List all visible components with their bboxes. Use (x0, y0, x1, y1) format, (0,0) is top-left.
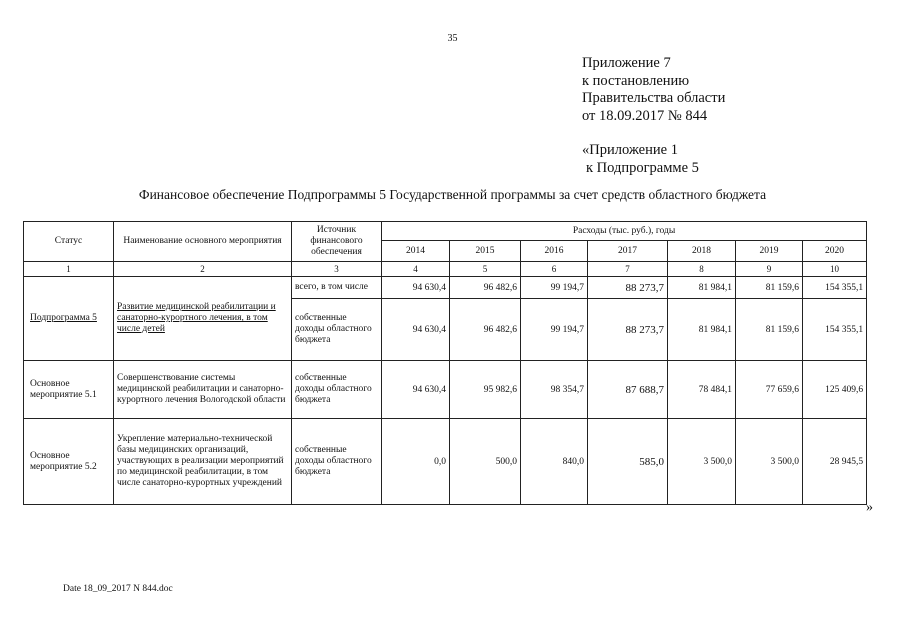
column-number: 8 (668, 262, 736, 277)
row-source: собственные доходы областного бюджета (292, 361, 382, 419)
column-number: 5 (450, 262, 521, 277)
cell-value: 94 630,4 (382, 299, 450, 361)
row-name: Укрепление материально-технической базы медицинских организаций, участвующих в реализации мероприятий по медицинской реабилитации, в том числе санаторно-курортных учреждений (114, 419, 292, 505)
row-status: Основное мероприятие 5.1 (24, 361, 114, 419)
cell-value: 3 500,0 (736, 419, 803, 505)
row-name: Совершенствование системы медицинской реабилитации и санаторно-курортного лечения Вологодской области (114, 361, 292, 419)
cell-value: 94 630,4 (382, 277, 450, 299)
row-source: собственные доходы областного бюджета (292, 419, 382, 505)
column-number: 1 (24, 262, 114, 277)
column-number: 10 (803, 262, 867, 277)
row-status: Основное мероприятие 5.2 (24, 419, 114, 505)
cell-value: 125 409,6 (803, 361, 867, 419)
column-number: 2 (114, 262, 292, 277)
column-number: 7 (588, 262, 668, 277)
footer-filename: Date 18_09_2017 N 844.doc (63, 584, 173, 594)
cell-value: 81 984,1 (668, 299, 736, 361)
cell-value: 154 355,1 (803, 277, 867, 299)
cell-value: 96 482,6 (450, 277, 521, 299)
header-source: Источник финансового обеспечения (292, 222, 382, 262)
header-year: 2018 (668, 241, 736, 262)
appendix-line: к Подпрограмме 5 (586, 159, 699, 176)
row-source-total: всего, в том числе (292, 277, 382, 299)
column-number: 6 (521, 262, 588, 277)
cell-value: 99 194,7 (521, 277, 588, 299)
appendix-line: от 18.09.2017 № 844 (582, 107, 708, 124)
cell-value: 0,0 (382, 419, 450, 505)
cell-value: 87 688,7 (588, 361, 668, 419)
header-name: Наименование основного мероприятия (114, 222, 292, 262)
cell-value: 81 159,6 (736, 299, 803, 361)
column-number: 9 (736, 262, 803, 277)
cell-value: 585,0 (588, 419, 668, 505)
appendix-line: «Приложение 1 (582, 142, 678, 158)
cell-value: 95 982,6 (450, 361, 521, 419)
closing-quote: » (866, 500, 873, 515)
cell-value: 78 484,1 (668, 361, 736, 419)
header-year: 2019 (736, 241, 803, 262)
appendix-line: к постановлению (582, 72, 690, 89)
table-row (24, 419, 867, 505)
cell-value: 96 482,6 (450, 299, 521, 361)
page-number: 35 (447, 33, 458, 44)
financing-table (23, 221, 867, 505)
column-number: 3 (292, 262, 382, 277)
appendix-line: Правительства области (582, 90, 726, 106)
cell-value: 28 945,5 (803, 419, 867, 505)
cell-value: 840,0 (521, 419, 588, 505)
header-year: 2017 (588, 241, 668, 262)
cell-value: 154 355,1 (803, 299, 867, 361)
cell-value: 88 273,7 (588, 277, 668, 299)
cell-value: 500,0 (450, 419, 521, 505)
appendix-header (582, 55, 725, 177)
document-title: Финансовое обеспечение Подпрограммы 5 Государственной программы за счет средств областного бюджета (138, 187, 767, 202)
table-row (24, 361, 867, 419)
header-year: 2020 (803, 241, 867, 262)
appendix-line: Приложение 7 (582, 55, 671, 71)
cell-value: 94 630,4 (382, 361, 450, 419)
row-status: Подпрограмма 5 (24, 277, 114, 361)
header-year: 2016 (521, 241, 588, 262)
cell-value: 3 500,0 (668, 419, 736, 505)
column-number: 4 (382, 262, 450, 277)
row-name: Развитие медицинской реабилитации и санаторно-курортного лечения, в том числе детей (114, 277, 292, 361)
cell-value: 77 659,6 (736, 361, 803, 419)
header-year: 2015 (450, 241, 521, 262)
header-year: 2014 (382, 241, 450, 262)
cell-value: 99 194,7 (521, 299, 588, 361)
cell-value: 81 984,1 (668, 277, 736, 299)
table-row (24, 277, 867, 299)
cell-value: 81 159,6 (736, 277, 803, 299)
header-status: Статус (24, 222, 114, 262)
row-source: собственные доходы областного бюджета (292, 299, 382, 361)
cell-value: 88 273,7 (588, 299, 668, 361)
cell-value: 98 354,7 (521, 361, 588, 419)
header-expenses: Расходы (тыс. руб.), годы (382, 222, 867, 241)
column-number-row (24, 262, 867, 277)
